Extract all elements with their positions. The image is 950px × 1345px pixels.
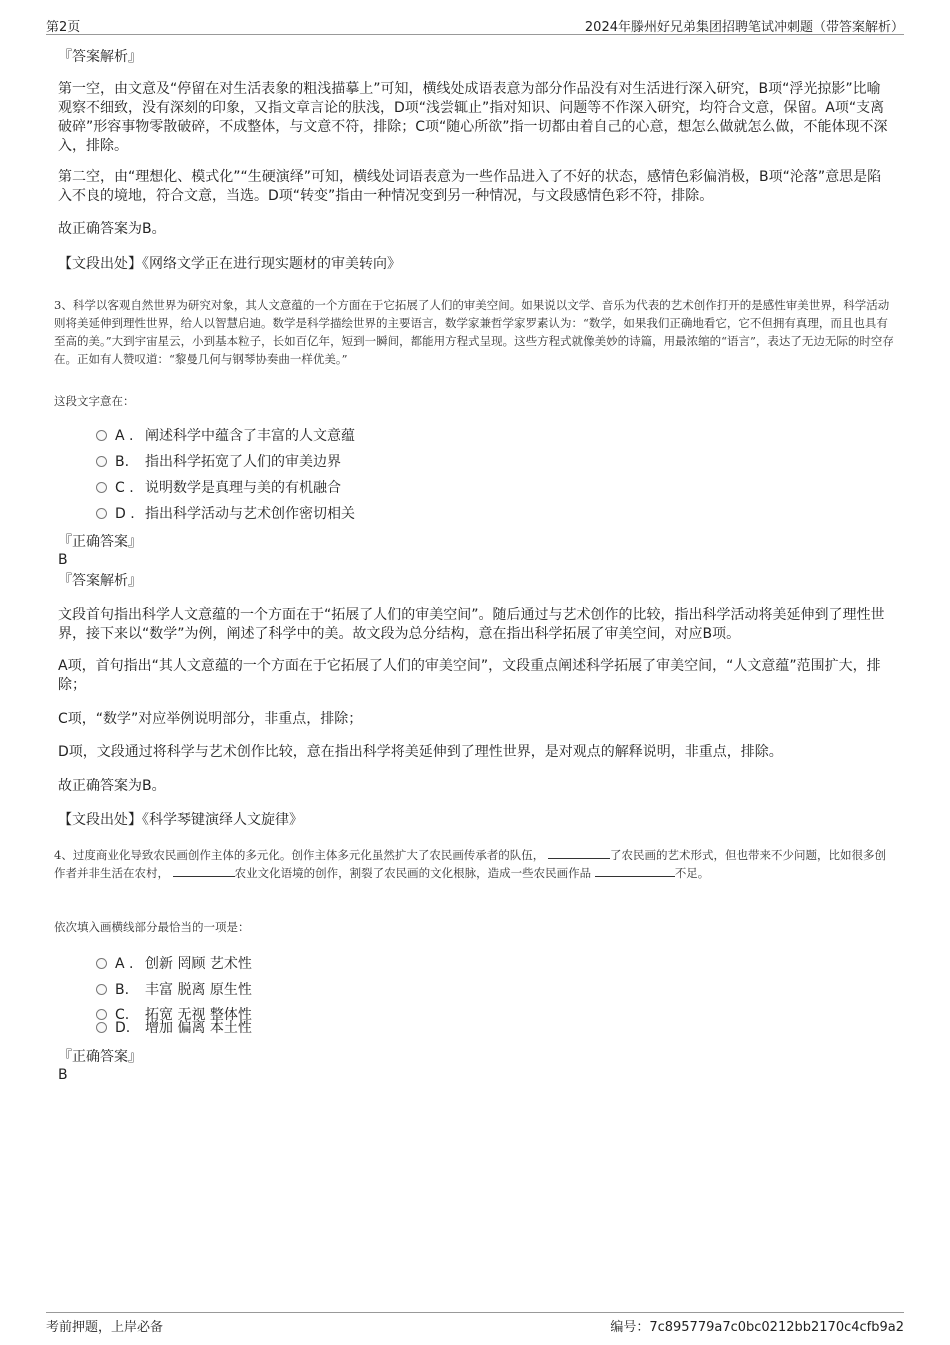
q4-stem-part: 了农民画的艺术形式，但也带来不少问题，比如很多创作者并非生活在农村， — [54, 848, 886, 880]
q4-stem-part: 农业文化语境的创作，割裂了农民画的文化根脉，造成一些农民画作品 — [234, 866, 592, 880]
option-text: 创新 罔顾 艺术性 — [145, 956, 252, 972]
q3-conclusion: 故正确答案为B。 — [58, 778, 166, 794]
q3-option-b[interactable] — [96, 453, 341, 471]
q4-stem-part: 4、过度商业化导致农民画创作主体的多元化。创作主体多元化虽然扩大了农民画传承者的队伍， — [54, 848, 545, 862]
q2-analysis-para-1: 第一空，由文意及“停留在对生活表象的粗浅描摹上”可知，横线处成语表意为部分作品没有对生活进行深入研究，B项“浮光掠影”比喻观察不细致，没有深刻的印象，又指文章言论的肤浅，D项“浅尝辄止”指对知识、问题等不作深入研究，均符合文意，保留。A项“支离破碎”形容事物零散破碎，不成整体，与文意不符，排除；C项“随心所欲”指一切都由着自己的心意，想怎么做就怎么做，不能体现不深入，排除。 — [58, 81, 888, 154]
page-footer — [46, 1312, 904, 1335]
footer-slogan: 考前押题，上岸必备 — [46, 1320, 164, 1335]
q4-stem — [54, 846, 896, 882]
option-text: 说明数学是真理与美的有机融合 — [145, 480, 341, 496]
option-key: A . — [115, 428, 134, 444]
option-text: 增加 偏离 本土性 — [145, 1020, 252, 1036]
radio-icon[interactable] — [96, 456, 107, 467]
fill-blank-2[interactable] — [173, 864, 235, 877]
q3-analysis-para-4: D项，文段通过将科学与艺术创作比较，意在指出科学将美延伸到了理性世界，是对观点的解释说明，非重点，排除。 — [58, 744, 783, 760]
q4-option-b[interactable] — [96, 981, 252, 999]
q2-analysis-tag: 『答案解析』 — [58, 49, 142, 65]
document-title: 2024年滕州好兄弟集团招聘笔试冲刺题（带答案解析） — [584, 20, 904, 35]
q2-analysis-para-2: 第二空，由“理想化、模式化”“生硬演绎”可知，横线处词语表意为一些作品进入了不好的状态，感情色彩偏消极，B项“沦落”意思是陷入不良的境地，符合文意，当选。D项“转变”指由一种情况变到另一种情况，与文段感情色彩不符，排除。 — [58, 169, 882, 204]
option-text: 拓宽 无视 整体性 — [145, 1007, 252, 1023]
q3-answer-tag: 『正确答案』 — [58, 534, 142, 550]
page-header — [46, 14, 904, 35]
radio-icon[interactable] — [96, 482, 107, 493]
q4-option-d[interactable] — [96, 1019, 252, 1037]
option-key: D . — [115, 506, 135, 522]
q4-option-a[interactable] — [96, 955, 252, 973]
q4-answer-tag: 『正确答案』 — [58, 1049, 142, 1065]
q3-option-c[interactable] — [96, 479, 341, 497]
q3-stem: 3、科学以客观自然世界为研究对象，其人文意蕴的一个方面在于它拓展了人们的审美空间。如果说以文学、音乐为代表的艺术创作打开的是感性审美世界，科学活动则将美延伸到理性世界，给人以智慧启迪。数学是科学描绘世界的主要语言，数学家兼哲学家罗素认为：“数学，如果我们正确地看它，它不但拥有真理，而且也具有至高的美。”大到宇宙星云，小到基本粒子，长如百亿年，短到一瞬间，都能用方程式呈现。这些方程式就像美妙的诗篇，用最浓缩的“语言”，表达了无边无际的时空存在。正如有人赞叹道：“黎曼几何与钢琴协奏曲一样优美。” — [54, 298, 894, 366]
q3-option-a[interactable] — [96, 427, 355, 445]
option-text: 阐述科学中蕴含了丰富的人文意蕴 — [145, 428, 355, 444]
radio-icon[interactable] — [96, 1022, 107, 1033]
option-key: A . — [115, 956, 134, 972]
q3-answer: B — [58, 552, 68, 568]
q3-option-d[interactable] — [96, 505, 355, 523]
radio-icon[interactable] — [96, 430, 107, 441]
q3-analysis-tag: 『答案解析』 — [58, 573, 142, 589]
q3-analysis-para-2: A项，首句指出“其人文意蕴的一个方面在于它拓展了人们的审美空间”，文段重点阐述科学拓展了审美空间，“人文意蕴”范围扩大，排除； — [58, 658, 881, 693]
q3-analysis-para-1: 文段首句指出科学人文意蕴的一个方面在于“拓展了人们的审美空间”。随后通过与艺术创作的比较，指出科学活动将美延伸到了理性世界，接下来以“数学”为例，阐述了科学中的美。故文段为总分结构，意在指出科学拓展了审美空间，对应B项。 — [58, 607, 885, 642]
fill-blank-3[interactable] — [595, 864, 675, 877]
option-text: 指出科学拓宽了人们的审美边界 — [145, 454, 341, 470]
page-number: 第2页 — [46, 20, 81, 35]
radio-icon[interactable] — [96, 984, 107, 995]
fill-blank-1[interactable] — [548, 846, 610, 859]
radio-icon[interactable] — [96, 508, 107, 519]
document-id: 编号：7c895779a7c0bc0212bb2170c4cfb9a2 — [610, 1320, 904, 1335]
q3-question: 这段文字意在： — [54, 394, 135, 408]
q2-source: 【文段出处】《网络文学正在进行现实题材的审美转向》 — [58, 256, 401, 272]
q4-question: 依次填入画横线部分最恰当的一项是： — [54, 920, 250, 934]
q4-stem-part: 不足。 — [674, 866, 710, 880]
q3-source: 【文段出处】《科学琴键演绎人文旋律》 — [58, 812, 303, 828]
radio-icon[interactable] — [96, 958, 107, 969]
option-text: 指出科学活动与艺术创作密切相关 — [145, 506, 355, 522]
option-text: 丰富 脱离 原生性 — [145, 982, 252, 998]
q2-conclusion: 故正确答案为B。 — [58, 221, 166, 237]
option-key: D. — [115, 1020, 131, 1036]
option-key: C. — [115, 1007, 130, 1023]
option-key: B. — [115, 454, 130, 470]
option-key: C . — [115, 480, 134, 496]
option-key: B. — [115, 982, 130, 998]
q4-answer: B — [58, 1067, 68, 1083]
q3-analysis-para-3: C项，“数学”对应举例说明部分，非重点，排除； — [58, 711, 363, 727]
